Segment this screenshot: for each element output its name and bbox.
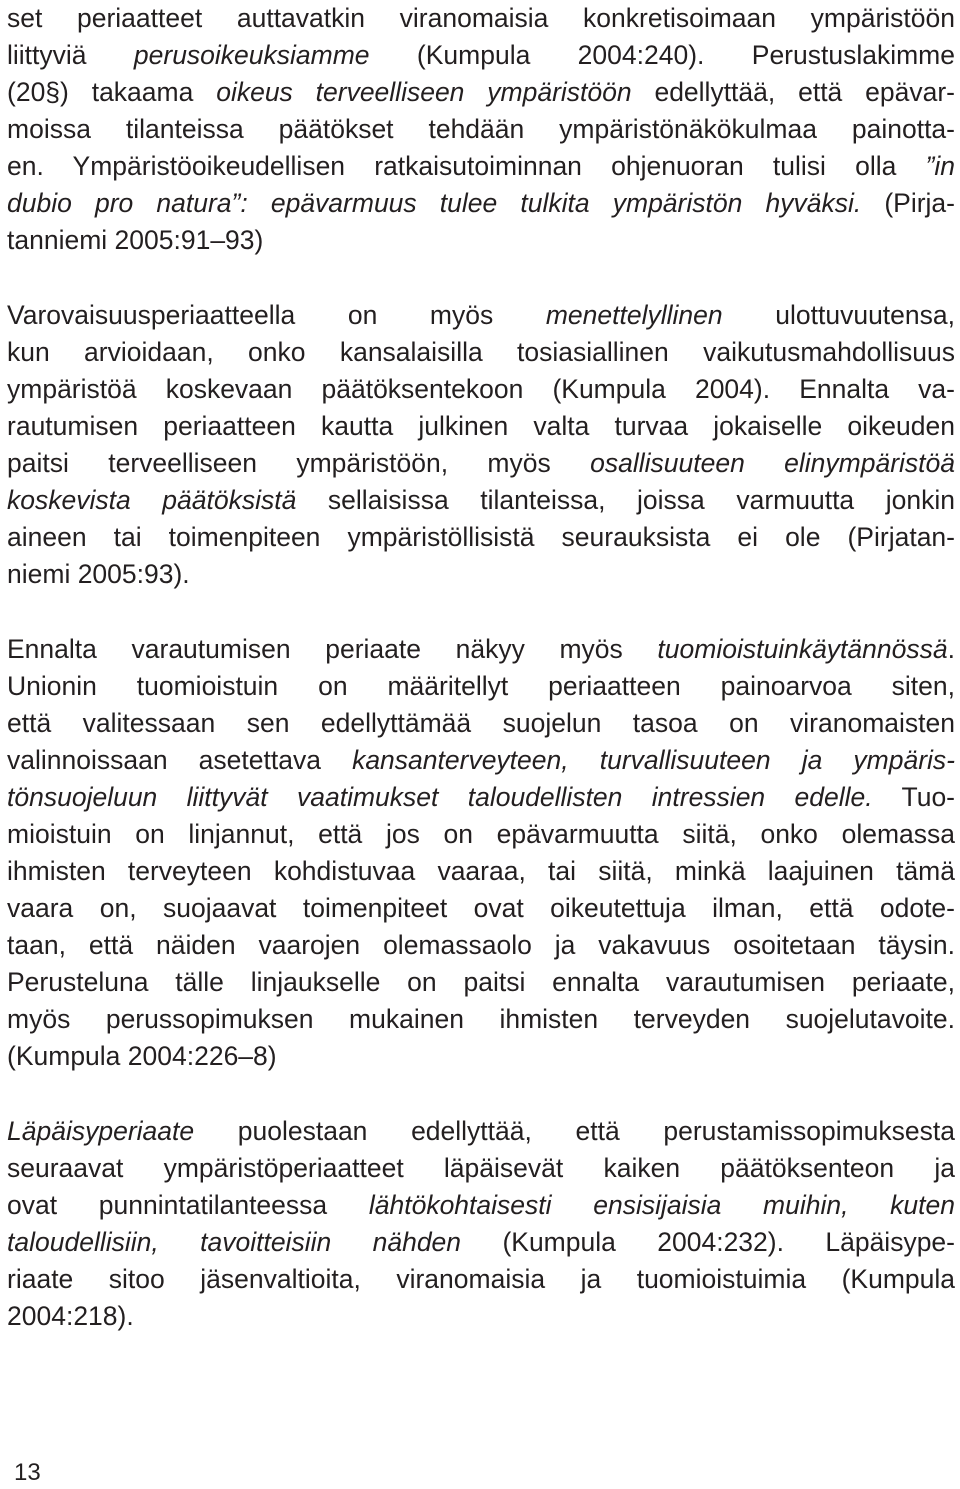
text-line [7, 148, 955, 185]
body-text: (Kumpula 2004:226–8) [7, 1041, 277, 1071]
body-text: mioistuin on linjannut, että jos on epävarmuutta siitä, onko olemassa [7, 819, 955, 849]
text-line [7, 779, 955, 816]
body-text: set periaatteet auttavatkin viranomaisia konkretisoimaan ympäristöön [7, 3, 955, 33]
text-line [7, 1298, 955, 1335]
document-page [7, 0, 955, 1335]
text-line [7, 297, 955, 334]
italic-text: taloudellisiin, tavoitteisiin nähden [7, 1227, 462, 1257]
body-text: ympäristöä koskevaan päätöksentekoon (Kumpula 2004). Ennalta va- [7, 374, 955, 404]
text-line [7, 668, 955, 705]
text-line [7, 705, 955, 742]
text-line [7, 890, 955, 927]
body-text: niemi 2005:93). [7, 559, 190, 589]
text-line [7, 445, 955, 482]
body-text: paitsi terveelliseen ympäristöön, myös [7, 448, 591, 478]
body-text: edellyttää, että epävar- [631, 77, 955, 107]
body-text: (20§) takaama [7, 77, 217, 107]
body-text: moissa tilanteissa päätökset tehdään ympäristönäkökulmaa painotta- [7, 114, 955, 144]
paragraph [7, 1113, 955, 1335]
italic-text: osallisuuteen elinympäristöä [590, 448, 955, 478]
italic-text: menettelyllinen [545, 300, 723, 330]
text-line [7, 631, 955, 668]
text-line [7, 371, 955, 408]
body-text: rautumisen periaatteen kautta julkinen valta turvaa jokaiselle oikeuden [7, 411, 955, 441]
body-text: Ennalta varautumisen periaate näkyy myös [7, 634, 658, 664]
body-text: liittyviä [7, 40, 134, 70]
italic-text: perusoikeuksiamme [133, 40, 370, 70]
body-text: että valitessaan sen edellyttämää suojelun tasoa on viranomaisten [7, 708, 955, 738]
paragraph [7, 297, 955, 593]
italic-text: tuomioistuinkäytännössä [657, 634, 948, 664]
italic-text: tönsuojeluun liittyvät vaatimukset taloudellisten intressien edelle. [7, 782, 873, 812]
body-text: Varovaisuusperiaatteella on myös [7, 300, 546, 330]
italic-text: kansanterveyteen, turvallisuuteen ja ympäris- [352, 745, 955, 775]
text-line [7, 742, 955, 779]
text-line [7, 853, 955, 890]
text-line [7, 37, 955, 74]
body-text: valinnoissaan asetettava [7, 745, 353, 775]
text-line [7, 74, 955, 111]
body-text: taan, että näiden vaarojen olemassaolo ja vakavuus osoitetaan täysin. [7, 930, 955, 960]
body-text: riaate sitoo jäsenvaltioita, viranomaisia ja tuomioistuimia (Kumpula [7, 1264, 955, 1294]
body-text: (Kumpula 2004:232). Läpäisype- [461, 1227, 955, 1257]
body-text: Unionin tuomioistuin on määritellyt periaatteen painoarvoa siten, [7, 671, 955, 701]
text-line [7, 927, 955, 964]
text-line [7, 185, 955, 222]
text-line [7, 1001, 955, 1038]
body-text: (Kumpula 2004:240). Perustuslakimme [369, 40, 955, 70]
text-line [7, 1261, 955, 1298]
text-line [7, 964, 955, 1001]
paragraph [7, 631, 955, 1075]
body-text: myös perussopimuksen mukainen ihmisten terveyden suojelutavoite. [7, 1004, 955, 1034]
paragraph [7, 0, 955, 259]
text-line [7, 519, 955, 556]
text-line [7, 111, 955, 148]
text-line [7, 1150, 955, 1187]
text-line [7, 1224, 955, 1261]
text-body [7, 0, 955, 1335]
paragraph-gap [7, 259, 955, 297]
body-text: seuraavat ympäristöperiaatteet läpäisevät kaiken päätöksenteon ja [7, 1153, 955, 1183]
body-text: ihmisten terveyteen kohdistuvaa vaaraa, tai siitä, minkä laajuinen tämä [7, 856, 955, 886]
body-text: sellaisissa tilanteissa, joissa varmuutta jonkin [296, 485, 955, 515]
body-text: (Pirja- [861, 188, 955, 218]
body-text: en. Ympäristöoikeudellisen ratkaisutoiminnan ohjenuoran tulisi olla [7, 151, 926, 181]
paragraph-gap [7, 1075, 955, 1113]
body-text: ulottuvuutensa, [722, 300, 955, 330]
text-line [7, 0, 955, 37]
italic-text: ”in [925, 151, 955, 181]
body-text: tanniemi 2005:91–93) [7, 225, 264, 255]
body-text: Perusteluna tälle linjaukselle on paitsi ennalta varautumisen periaate, [7, 967, 955, 997]
text-line [7, 1187, 955, 1224]
body-text: . [947, 634, 955, 664]
body-text: 2004:218). [7, 1301, 134, 1331]
body-text: puolestaan edellyttää, että perustamissopimuksesta [194, 1116, 955, 1146]
italic-text: lähtökohtaisesti ensisijaisia muihin, kuten [368, 1190, 955, 1220]
text-line [7, 1038, 955, 1075]
body-text: ovat punnintatilanteessa [7, 1190, 369, 1220]
body-text: aineen tai toimenpiteen ympäristöllisistä seurauksista ei ole (Pirjatan- [7, 522, 955, 552]
text-line [7, 482, 955, 519]
italic-text: oikeus terveelliseen ympäristöön [216, 77, 632, 107]
page-number: 13 [14, 1459, 41, 1486]
body-text: vaara on, suojaavat toimenpiteet ovat oikeutettuja ilman, että odote- [7, 893, 955, 923]
italic-text: koskevista päätöksistä [7, 485, 297, 515]
text-line [7, 222, 955, 259]
text-line [7, 816, 955, 853]
text-line [7, 1113, 955, 1150]
text-line [7, 556, 955, 593]
italic-text: Läpäisyperiaate [7, 1116, 195, 1146]
paragraph-gap [7, 593, 955, 631]
text-line [7, 334, 955, 371]
body-text: kun arvioidaan, onko kansalaisilla tosiasiallinen vaikutusmahdollisuus [7, 337, 955, 367]
text-line [7, 408, 955, 445]
italic-text: dubio pro natura”: epävarmuus tulee tulkita ympäristön hyväksi. [7, 188, 862, 218]
body-text: Tuo- [872, 782, 955, 812]
